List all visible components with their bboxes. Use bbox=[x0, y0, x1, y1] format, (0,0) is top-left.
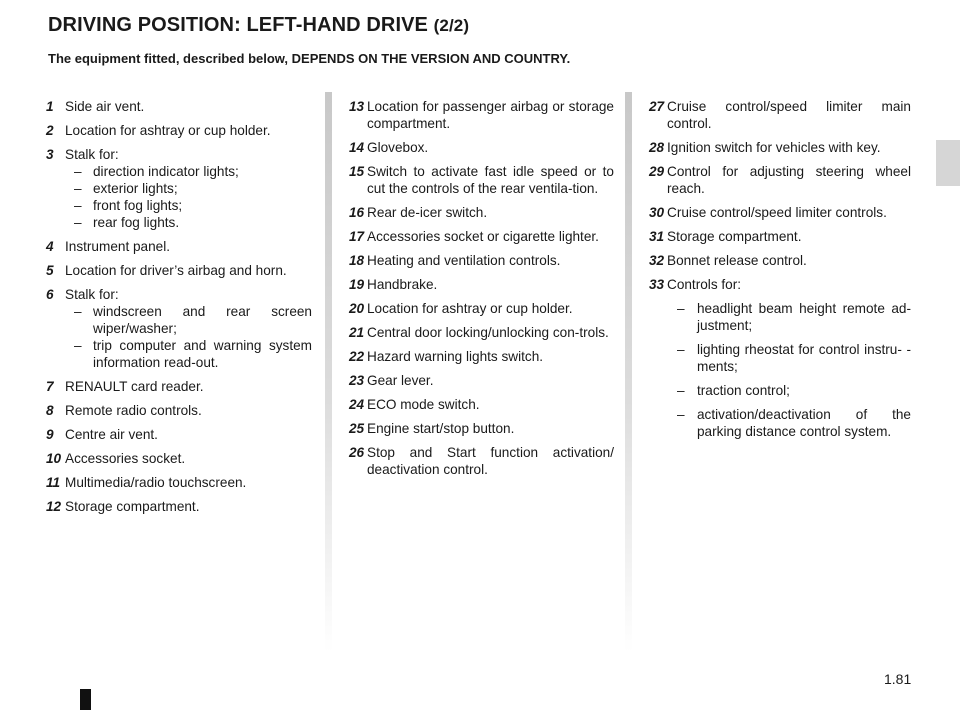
item-text: Stalk for: bbox=[65, 147, 119, 162]
legend-item bbox=[649, 204, 911, 221]
item-text: Location for ashtray or cup holder. bbox=[65, 123, 271, 138]
item-text: Hazard warning lights switch. bbox=[367, 349, 544, 364]
item-text: Stalk for: bbox=[65, 287, 119, 302]
legend-item bbox=[349, 163, 614, 197]
item-number: 19 bbox=[349, 277, 365, 292]
legend-item bbox=[46, 498, 312, 515]
item-number: 28 bbox=[649, 140, 665, 155]
page-edge-mark bbox=[80, 689, 91, 710]
legend-item bbox=[46, 238, 312, 255]
sub-item: – activation/deactivation of the parking distance control system. bbox=[667, 406, 911, 440]
item-text: Controls for: bbox=[667, 277, 742, 292]
item-text: Remote radio controls. bbox=[65, 403, 202, 418]
item-number: 11 bbox=[46, 475, 61, 490]
item-number: 7 bbox=[46, 379, 54, 394]
item-text: Ignition switch for vehicles with key. bbox=[667, 140, 881, 155]
page-subtitle: The equipment fitted, described below, DEPENDS ON THE VERSION AND COUNTRY. bbox=[48, 51, 571, 66]
item-text: Multimedia/radio touchscreen. bbox=[65, 475, 247, 490]
item-text: Cruise control/speed limiter main control. bbox=[667, 99, 911, 131]
item-text: Switch to activate fast idle speed or to cut the controls of the rear ventila-tion. bbox=[367, 164, 614, 196]
column-divider bbox=[325, 92, 332, 652]
item-number: 22 bbox=[349, 349, 365, 364]
legend-item bbox=[46, 450, 312, 467]
item-text: Location for driver’s airbag and horn. bbox=[65, 263, 287, 278]
sub-item: – traction control; bbox=[667, 382, 911, 399]
legend-column-1 bbox=[46, 98, 312, 522]
page-number: 1.81 bbox=[884, 671, 912, 687]
sub-item: – direction indicator lights; bbox=[65, 163, 312, 180]
item-number: 16 bbox=[349, 205, 365, 220]
sub-item: – rear fog lights. bbox=[65, 214, 312, 231]
item-number: 10 bbox=[46, 451, 62, 466]
item-number: 20 bbox=[349, 301, 365, 316]
legend-item bbox=[46, 402, 312, 419]
item-number: 17 bbox=[349, 229, 365, 244]
legend-item bbox=[349, 300, 614, 317]
item-text: Gear lever. bbox=[367, 373, 434, 388]
legend-item bbox=[349, 139, 614, 156]
item-number: 21 bbox=[349, 325, 365, 340]
sub-item: – front fog lights; bbox=[65, 197, 312, 214]
legend-item bbox=[349, 324, 614, 341]
item-number: 4 bbox=[46, 239, 54, 254]
item-number: 14 bbox=[349, 140, 365, 155]
item-number: 30 bbox=[649, 205, 665, 220]
legend-item bbox=[649, 139, 911, 156]
item-text: RENAULT card reader. bbox=[65, 379, 204, 394]
item-text: Engine start/stop button. bbox=[367, 421, 515, 436]
legend-item bbox=[349, 204, 614, 221]
item-number: 31 bbox=[649, 229, 665, 244]
item-text: Location for passenger airbag or storage compartment. bbox=[367, 99, 614, 131]
page-title-text: DRIVING POSITION: LEFT-HAND DRIVE bbox=[48, 14, 428, 36]
item-number: 13 bbox=[349, 99, 365, 114]
item-text: Control for adjusting steering wheel reach. bbox=[667, 164, 911, 196]
legend-item bbox=[46, 426, 312, 443]
item-text: Handbrake. bbox=[367, 277, 438, 292]
item-text: Accessories socket or cigarette lighter. bbox=[367, 229, 599, 244]
sub-item: – windscreen and rear screen wiper/washer; bbox=[65, 303, 312, 337]
column-divider bbox=[625, 92, 632, 652]
legend-item bbox=[349, 228, 614, 245]
legend-item bbox=[46, 122, 312, 139]
item-text: Cruise control/speed limiter controls. bbox=[667, 205, 887, 220]
legend-column-2 bbox=[349, 98, 614, 485]
item-number: 18 bbox=[349, 253, 365, 268]
sub-item: – lighting rheostat for control instru- -ments; bbox=[667, 341, 911, 375]
sub-item: – trip computer and warning system information read-out. bbox=[65, 337, 312, 371]
item-text: Central door locking/unlocking con-trols. bbox=[367, 325, 609, 340]
item-text: Glovebox. bbox=[367, 140, 429, 155]
item-number: 26 bbox=[349, 445, 365, 460]
item-text: Storage compartment. bbox=[65, 499, 200, 514]
item-text: Location for ashtray or cup holder. bbox=[367, 301, 573, 316]
item-number: 3 bbox=[46, 147, 54, 162]
item-text: Bonnet release control. bbox=[667, 253, 807, 268]
legend-item bbox=[349, 348, 614, 365]
item-text: Side air vent. bbox=[65, 99, 145, 114]
item-text: Stop and Start function activation/ deactivation control. bbox=[367, 445, 614, 477]
item-text: Heating and ventilation controls. bbox=[367, 253, 561, 268]
legend-item bbox=[649, 276, 911, 440]
legend-item bbox=[349, 444, 614, 478]
legend-item bbox=[649, 228, 911, 245]
item-number: 12 bbox=[46, 499, 62, 514]
item-number: 6 bbox=[46, 287, 54, 302]
legend-item bbox=[649, 98, 911, 132]
item-number: 15 bbox=[349, 164, 365, 179]
item-text: Storage compartment. bbox=[667, 229, 802, 244]
legend-item bbox=[349, 372, 614, 389]
legend-item bbox=[349, 396, 614, 413]
item-number: 8 bbox=[46, 403, 54, 418]
legend-item bbox=[349, 98, 614, 132]
item-number: 9 bbox=[46, 427, 54, 442]
legend-item bbox=[649, 252, 911, 269]
sub-item: – exterior lights; bbox=[65, 180, 312, 197]
legend-item bbox=[46, 286, 312, 371]
item-text: ECO mode switch. bbox=[367, 397, 480, 412]
legend-item bbox=[46, 262, 312, 279]
legend-column-3 bbox=[649, 98, 911, 447]
page-title-suffix: (2/2) bbox=[433, 16, 470, 35]
legend-item bbox=[46, 474, 312, 491]
item-number: 32 bbox=[649, 253, 665, 268]
item-number: 33 bbox=[649, 277, 665, 292]
legend-item bbox=[46, 378, 312, 395]
item-number: 5 bbox=[46, 263, 54, 278]
legend-item bbox=[349, 276, 614, 293]
item-number: 2 bbox=[46, 123, 54, 138]
item-number: 25 bbox=[349, 421, 365, 436]
item-text: Instrument panel. bbox=[65, 239, 171, 254]
legend-item bbox=[349, 420, 614, 437]
item-text: Centre air vent. bbox=[65, 427, 158, 442]
legend-item bbox=[46, 98, 312, 115]
legend-item bbox=[46, 146, 312, 231]
item-number: 29 bbox=[649, 164, 665, 179]
sub-item: – headlight beam height remote ad-justment; bbox=[667, 300, 911, 334]
item-number: 1 bbox=[46, 99, 54, 114]
page-title bbox=[48, 14, 469, 37]
section-tab bbox=[936, 140, 960, 186]
item-text: Rear de-icer switch. bbox=[367, 205, 488, 220]
item-number: 27 bbox=[649, 99, 665, 114]
item-number: 24 bbox=[349, 397, 365, 412]
item-text: Accessories socket. bbox=[65, 451, 186, 466]
item-number: 23 bbox=[349, 373, 365, 388]
legend-item bbox=[649, 163, 911, 197]
legend-item bbox=[349, 252, 614, 269]
